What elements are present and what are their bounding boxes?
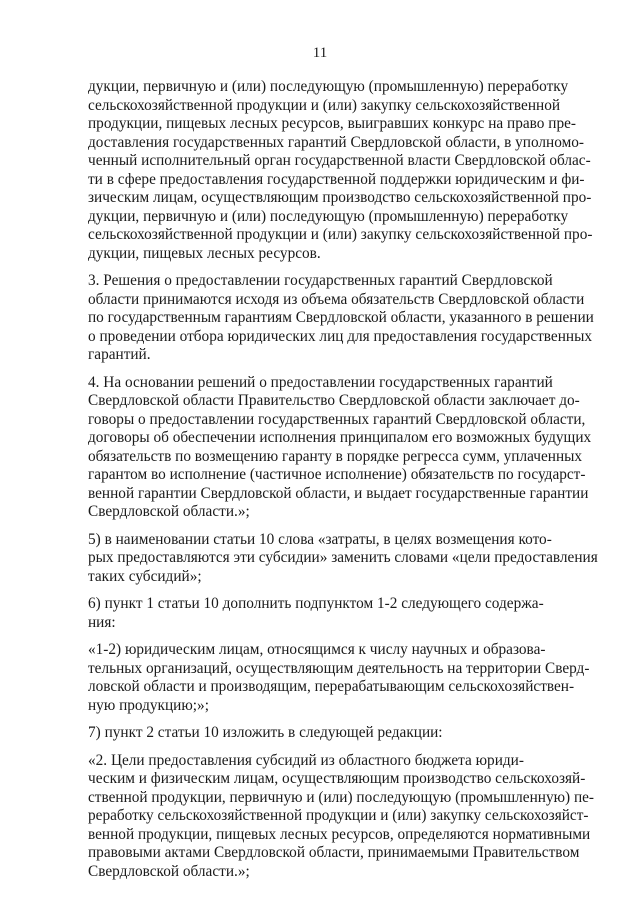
paragraph-amendment-6: 6) пункт 1 статьи 10 дополнить подпунктом 1-2 следующего содержа- ния: — [88, 595, 544, 631]
page-number: 11 — [312, 45, 328, 61]
document-body — [88, 78, 598, 881]
paragraph-amendment-5: 5) в наименовании статьи 10 слова «затраты, в целях возмещения кото- рых предоставляются эти субсидии» заменить словами «цели предоставления таких субсидий»; — [88, 530, 598, 585]
paragraph-item-4: 4. На основании решений о предоставлении государственных гарантий Свердловской области Правительство Свердловской области заключает до- говоры о предоставлении государственных гарантий Свердловской области, договоры об обеспечении исполнения принципалом его возможных будущих обязательств по возмещению гаранту в порядке регресса сумм, уплаченных гарантом во исполнение (частичное исполнение) обязательств по государст- венной гарантии Свердловской области, и выдает государственные гарантии Свердловской области.»; — [88, 373, 592, 520]
paragraph-continuation: дукции, первичную и (или) последующую (промышленную) переработку сельскохозяйственной продукции и (или) закупку сельскохозяйственной продукции, пищевых лесных ресурсов, выигравших конкурс на право пре- доставления государственных гарантий Свердловской области, в уполномо- ченный исполнительный орган государственной власти Свердловской облас- ти в сфере предоставления государственной поддержки юридическим и фи- зическим лицам, осуществляющим производство сельскохозяйственной про- дукции, первичную и (или) последующую (промышленную) переработку сельскохозяйственной продукции и (или) закупку сельскохозяйственной про- дукции, пищевых лесных ресурсов. — [88, 78, 593, 262]
paragraph-item-3: 3. Решения о предоставлении государственных гарантий Свердловской области принимаются исходя из объема обязательств Свердловской области по государственным гарантиям Свердловской области, указанного в решении о проведении отбора юридических лиц для предоставления государственных гарантий. — [88, 272, 594, 363]
paragraph-subitem-1-2: «1-2) юридическим лицам, относящимся к числу научных и образова- тельных организаций, осуществляющим деятельность на территории Сверд- ловской области и производящим, перерабатывающим сельскохозяйствен- ную продукцию;»; — [88, 641, 590, 714]
paragraph-amendment-7: 7) пункт 2 статьи 10 изложить в следующей редакции: — [88, 724, 443, 741]
paragraph-item-2: «2. Цели предоставления субсидий из областного бюджета юриди- ческим и физическим лицам, осуществляющим производство сельскохозяй- ственной продукции, первичную и (или) последующую (промышленную) пе- реработку сельскохозяйственной продукции и (или) закупку сельскохозяйст- венной продукции, пищевых лесных ресурсов, определяются нормативными правовыми актами Свердловской области, принимаемыми Правительством Свердловской области.»; — [88, 751, 595, 880]
